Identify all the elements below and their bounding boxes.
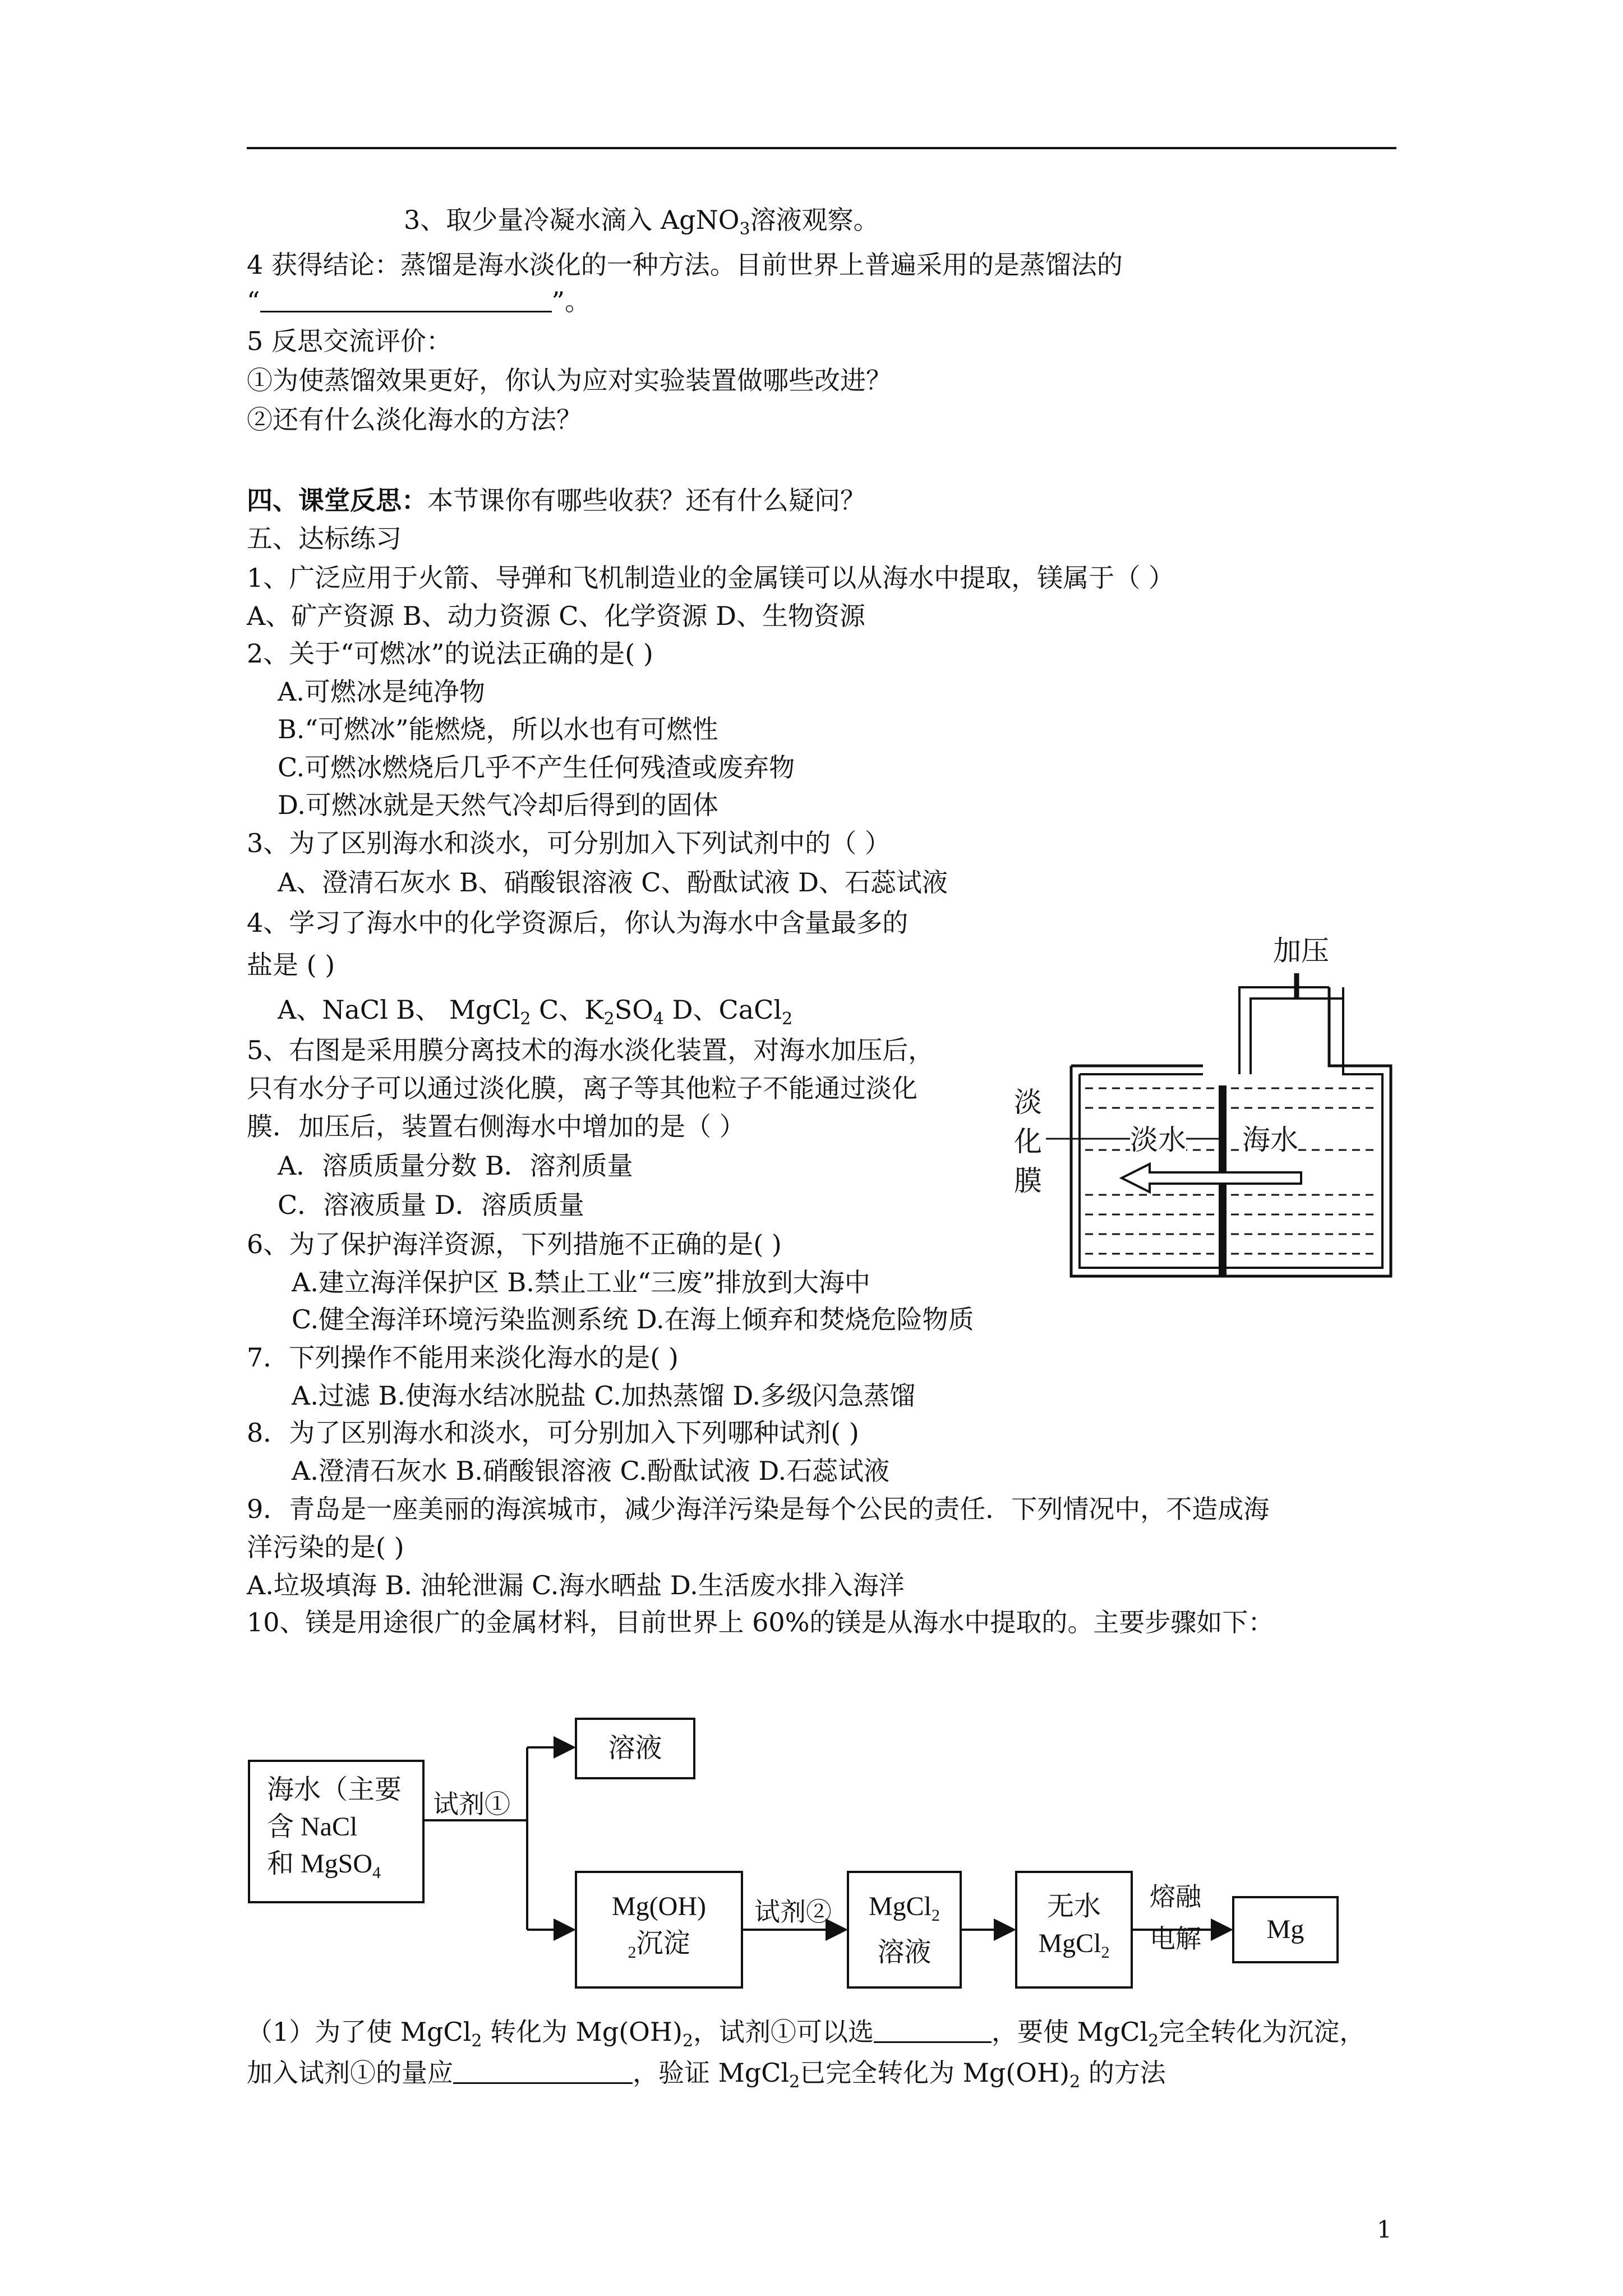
membrane-apparatus-drawing — [1009, 970, 1402, 1296]
pressure-label: 加压 — [1273, 935, 1329, 967]
solution-box: 溶液 — [575, 1718, 695, 1779]
anhydrous-line-2: MgCl$_2$ — [1038, 1929, 1110, 1962]
question-9-options: A.垃圾填海 B. 油轮泄漏 C.海水晒盐 D.生活废水排入海洋 — [247, 1570, 905, 1600]
question-2-option-d: D.可燃冰就是天然气冷却后得到的固体 — [278, 790, 718, 820]
membrane-label-3: 膜 — [1014, 1165, 1042, 1197]
electrolysis-label-1: 熔融 — [1150, 1883, 1201, 1911]
amount-blank[interactable] — [453, 2060, 633, 2084]
page-number: 1 — [1377, 2216, 1392, 2243]
question-5-options-1: A．溶质质量分数 B．溶剂质量 — [278, 1151, 633, 1181]
question-4-line-2: 盐是 ( ) — [247, 950, 335, 980]
question-6-options-2: C.健全海洋环境污染监测系统 D.在海上倾弃和焚烧危险物质 — [292, 1304, 974, 1335]
membrane-label-1: 淡 — [1014, 1086, 1042, 1119]
fresh-water-label: 淡水 — [1130, 1117, 1186, 1158]
conclusion-line: 4 获得结论：蒸馏是海水淡化的一种方法。目前世界上普遍采用的是蒸馏法的 — [247, 250, 1123, 280]
question-9-line-2: 洋污染的是( ) — [247, 1532, 404, 1562]
reflection-q1: ①为使蒸馏效果更好，你认为应对实验装置做哪些改进？ — [247, 365, 892, 395]
question-1: 1、广泛应用于火箭、导弹和飞机制造业的金属镁可以从海水中提取，镁属于（ ） — [247, 563, 1174, 593]
reflection-heading: 5 反思交流评价： — [247, 326, 452, 356]
header-rule — [247, 147, 1396, 149]
anhydrous-mgcl2-box — [1015, 1871, 1133, 1989]
question-5-line-1: 5、右图是采用膜分离技术的海水淡化装置，对海水加压后， — [247, 1035, 934, 1065]
mg-hydroxide-box — [575, 1871, 743, 1989]
mgcl2-solution-line-2: 溶液 — [877, 1938, 932, 1967]
question-8-options: A.澄清石灰水 B.硝酸银溶液 C.酚酞试液 D.石蕊试液 — [292, 1456, 890, 1486]
seawater-box-line-2: 含 NaCl — [267, 1812, 358, 1842]
mgcl2-solution-box — [847, 1871, 962, 1989]
sub-question-1-line-2: 加入试剂①的量应 ，验证 MgCl$_2$已完全转化为 $Mg(OH)_2$ 的方法 — [247, 2058, 1166, 2092]
step-3-line: 3、取少量冷凝水滴入 AgNO$_3$溶液观察。 — [404, 205, 879, 239]
reagent-2-label: 试剂② — [754, 1898, 832, 1926]
question-4-options: A、NaCl B、 MgCl$_2$ C、$K_2SO_4$ D、CaCl$_2$ — [278, 995, 793, 1029]
question-6: 6、为了保护海洋资源，下列措施不正确的是( ) — [247, 1229, 782, 1259]
question-5-line-2: 只有水分子可以通过淡化膜，离子等其他粒子不能通过淡化 — [247, 1073, 917, 1103]
question-2-option-b: B.“可燃冰”能燃烧，所以水也有可燃性 — [278, 714, 718, 744]
question-3-options: A、澄清石灰水 B、硝酸银溶液 C、酚酞试液 D、石蕊试液 — [278, 867, 948, 898]
mgcl2-solution-line-1: MgCl$_2$ — [868, 1892, 940, 1925]
section-4-heading: 四、课堂反思：本节课你有哪些收获？还有什么疑问？ — [247, 485, 866, 516]
section-5-heading: 五、达标练习 — [247, 523, 402, 554]
answer-blank[interactable] — [260, 288, 552, 312]
conclusion-blank-line: “ ”。 — [247, 286, 591, 316]
question-2-option-a: A.可燃冰是纯净物 — [278, 677, 485, 707]
question-5-options-2: C．溶液质量 D．溶质质量 — [278, 1190, 584, 1220]
question-9-line-1: 9．青岛是一座美丽的海滨城市，减少海洋污染是每个公民的责任．下列情况中，不造成海 — [247, 1494, 1270, 1524]
question-7-options: A.过滤 B.使海水结冰脱盐 C.加热蒸馏 D.多级闪急蒸馏 — [292, 1381, 916, 1411]
question-7: 7．下列操作不能用来淡化海水的是( ) — [247, 1342, 679, 1373]
question-2-option-c: C.可燃冰燃烧后几乎不产生任何残渣或废弃物 — [278, 752, 795, 783]
anhydrous-line-1: 无水 — [1046, 1892, 1101, 1921]
sub-question-1-line-1: （1）为了使 MgCl$_2$ 转化为 $Mg(OH)_2$，试剂①可以选 ，要使 MgCl$_2$完全转化为沉淀， — [247, 2017, 1366, 2051]
membrane-label-2: 化 — [1014, 1125, 1042, 1158]
reagent-1-label: 试剂① — [433, 1790, 510, 1819]
question-1-options: A、矿产资源 B、动力资源 C、化学资源 D、生物资源 — [247, 601, 865, 631]
question-8: 8．为了区别海水和淡水，可分别加入下列哪种试剂( ) — [247, 1418, 859, 1448]
question-3: 3、为了区别海水和淡水，可分别加入下列试剂中的（ ） — [247, 828, 891, 858]
seawater-box — [248, 1760, 425, 1903]
sea-water-label: 海水 — [1242, 1117, 1298, 1158]
reagent-blank[interactable] — [874, 2019, 992, 2043]
magnesium-box: Mg — [1232, 1896, 1339, 1963]
question-5-line-3: 膜．加压后，装置右侧海水中增加的是（ ） — [247, 1111, 745, 1142]
seawater-box-line-3: 和 MgSO$_4$ — [267, 1849, 381, 1882]
mg-hydroxide-line-2: $_2$沉淀 — [628, 1929, 690, 1962]
question-6-options-1: A.建立海洋保护区 B.禁止工业“三废”排放到大海中 — [292, 1267, 870, 1297]
reflection-q2: ②还有什么淡化海水的方法？ — [247, 404, 582, 435]
seawater-box-line-1: 海水（主要 — [267, 1775, 402, 1805]
mg-hydroxide-line-1: Mg(OH) — [612, 1892, 706, 1921]
question-2: 2、关于“可燃冰”的说法正确的是( ) — [247, 638, 653, 669]
electrolysis-label-2: 电解 — [1150, 1925, 1201, 1953]
question-10: 10、镁是用途很广的金属材料，目前世界上 60%的镁是从海水中提取的。主要步骤如下： — [247, 1607, 1274, 1637]
question-4-line-1: 4、学习了海水中的化学资源后，你认为海水中含量最多的 — [247, 908, 909, 938]
membrane-desalination-figure — [1009, 935, 1402, 1298]
